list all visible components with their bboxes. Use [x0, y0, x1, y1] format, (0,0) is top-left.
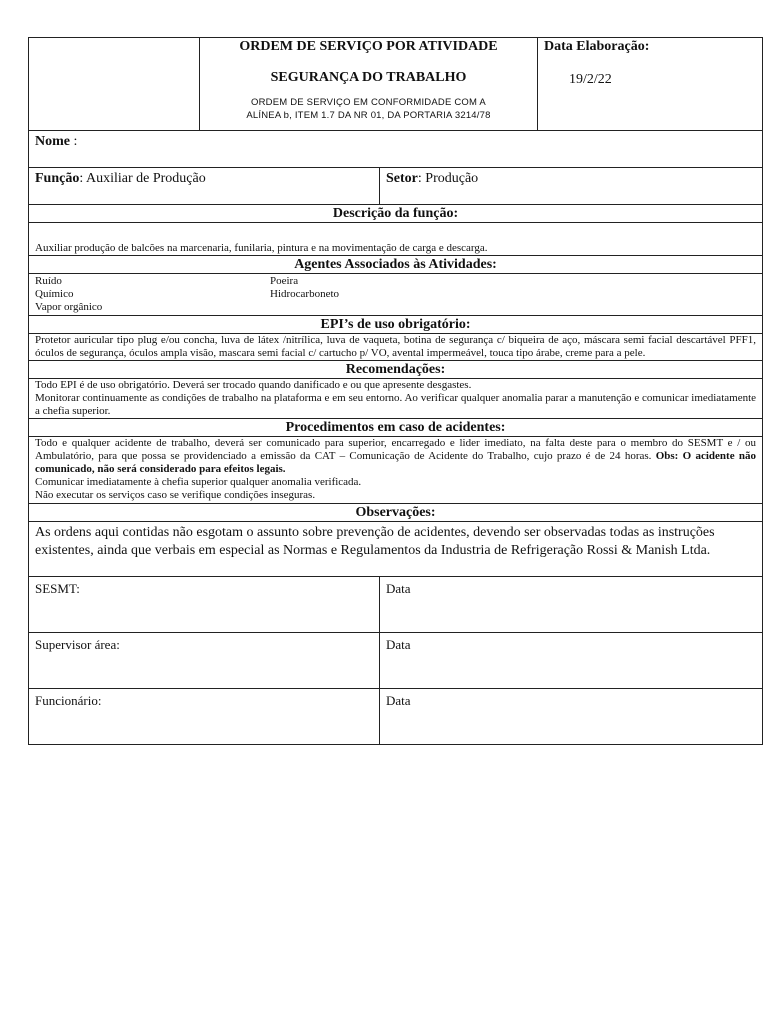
header-table — [28, 37, 763, 131]
date-value: 19/2/22 — [569, 72, 612, 87]
signature-funcionario: Funcionário: — [29, 689, 380, 745]
funcao-cell — [29, 168, 380, 205]
descricao-title: Descrição da função: — [29, 205, 763, 223]
logo-area — [29, 38, 200, 131]
procedimentos-text: Todo e qualquer acidente de trabalho, deverá ser comunicado para superior, encarregado e lider imediato, na falta deste para o membro do SESMT e / ou Ambulatório, para que possa se providenciado a emissão da CAT – Comunicação de Acidente do Trabalho, cujo prazo é de 24 horas. Obs: O acidente não comunicado, não será considerado para efeitos legais. Comunicar imediatamente à chefia superior qualquer anomalia verificada. Não executar os serviços caso se verifique condições inseguras. — [29, 437, 763, 504]
agentes-list — [29, 274, 763, 316]
service-order-document — [28, 37, 762, 745]
epi-title: EPI’s de uso obrigatório: — [29, 316, 763, 334]
recomendacoes-text: Todo EPI é de uso obrigatório. Deverá ser trocado quando danificado e ou que apresente desgastes. Monitorar continuamente as condições de trabalho na plataforma e em seu entorno. Ao verificar qualquer anomalia parar a manutenção e comunicar imediatamente a chefia superior. — [29, 379, 763, 419]
obs-text: : O acidente não comunicado, não será considerado para efeitos legais. — [35, 450, 757, 475]
signature-date: Data — [380, 577, 763, 633]
agente-item: Poeira — [270, 275, 299, 287]
epi-text: Protetor auricular tipo plug e/ou concha, luva de látex /nitrílica, luva de vaqueta, botina de segurança c/ biqueira de aço, máscara semi facial descartável PFF1, óculos de segurança, óculos ampla visão, mascara semi facial c/ cartucho p/ VO, avental impermeável, touca tipo árabe, creme para a pele. — [29, 334, 763, 361]
setor-label: Setor — [386, 171, 418, 186]
signature-date: Data — [380, 689, 763, 745]
funcao-value: : Auxiliar de Produção — [79, 171, 206, 186]
agente-item: Ruído — [35, 275, 62, 287]
signature-sesmt: SESMT: — [29, 577, 380, 633]
date-label: Data Elaboração: — [544, 39, 650, 54]
agentes-title: Agentes Associados às Atividades: — [29, 256, 763, 274]
descricao-text: Auxiliar produção de balcões na marcenaria, funilaria, pintura e na movimentação de carga e descarga. — [29, 223, 763, 256]
observacoes-text: As ordens aqui contidas não esgotam o assunto sobre prevenção de acidentes, devendo ser observadas todas as instruções existentes, ainda que verbais em especial as Normas e Regulamentos da Industria de Refrigeração Rossi & Manish Ltda. — [29, 522, 763, 577]
setor-value: : Produção — [417, 171, 479, 186]
nome-label: Nome — [35, 134, 70, 149]
document-title: ORDEM DE SERVIÇO POR ATIVIDADE — [239, 39, 498, 54]
obs-label: Obs — [655, 450, 675, 462]
procedimentos-title: Procedimentos em caso de acidentes: — [29, 419, 763, 437]
nome-row: Nome : — [29, 131, 763, 168]
funcao-label: Função — [35, 171, 80, 186]
compliance-note: ORDEM DE SERVIÇO EM CONFORMIDADE COM A ALÍNEA b, ITEM 1.7 DA NR 01, DA PORTARIA 3214/78 — [246, 97, 491, 121]
date-cell — [538, 38, 763, 131]
signature-supervisor: Supervisor área: — [29, 633, 380, 689]
setor-cell — [380, 168, 763, 205]
signature-date: Data — [380, 633, 763, 689]
observacoes-title: Observações: — [29, 504, 763, 522]
agente-item: Vapor orgânico — [35, 301, 103, 313]
agente-item: Hidrocarboneto — [270, 288, 340, 300]
header-title-cell — [200, 38, 538, 131]
recomendacoes-title: Recomendações: — [29, 361, 763, 379]
body-table — [28, 130, 763, 745]
document-subtitle: SEGURANÇA DO TRABALHO — [270, 70, 467, 85]
agente-item: Químico — [35, 288, 74, 300]
